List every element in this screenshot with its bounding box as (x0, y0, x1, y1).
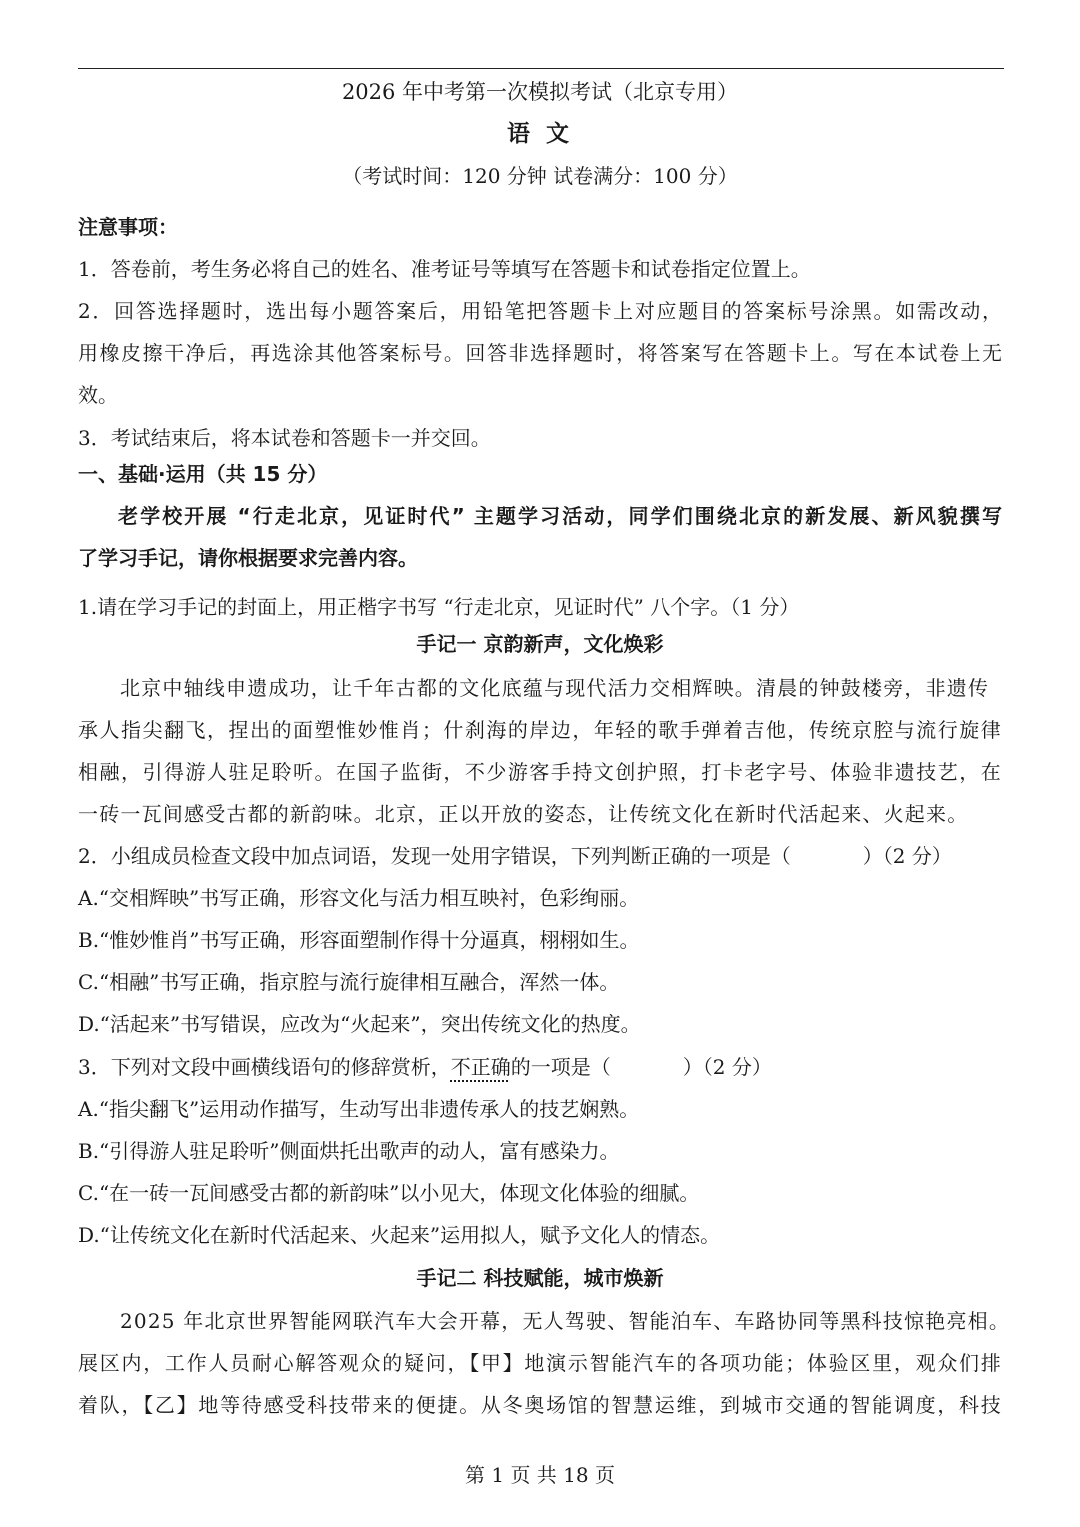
question-3-option-c: C.“在一砖一瓦间感受古都的新韵味”以小见大，体现文化体验的细腻。 (78, 1181, 700, 1205)
exam-info: （考试时间：120 分钟 试卷满分：100 分） (342, 164, 738, 188)
top-rule (78, 68, 1004, 69)
question-2-option-d: D.“活起来”书写错误，应改为“火起来”，突出传统文化的热度。 (78, 1012, 641, 1036)
section-1-heading: 一、基础·运用（共 15 分） (78, 462, 328, 486)
page-footer: 第 1 页 共 18 页 (465, 1463, 615, 1487)
question-3-option-d: D.“让传统文化在新时代活起来、火起来”运用拟人，赋予文化人的情态。 (78, 1223, 721, 1247)
notice-item-2-line-1: 2．回答选择题时，选出每小题答案后，用铅笔把答题卡上对应题目的答案标号涂黑。如需改动， (78, 299, 1002, 323)
question-2-option-a: A.“交相辉映”书写正确，形容文化与活力相互映衬，色彩绚丽。 (78, 886, 640, 910)
note-1-title: 手记一 京韵新声，文化焕彩 (416, 632, 664, 656)
question-2-stem (78, 842, 952, 870)
section-1-intro-line-1: 老学校开展 “行走北京，见证时代” 主题学习活动，同学们围绕北京的新发展、新风貌撰写 (118, 504, 1002, 528)
note-2-title: 手记二 科技赋能，城市焕新 (416, 1266, 664, 1290)
note-1-line-4: 一砖一瓦间感受古都的新韵味。北京，正以开放的姿态，让传统文化在新时代活起来、火起来。 (78, 802, 969, 826)
question-3-stem-text-2: 的一项是（ (510, 1055, 611, 1079)
question-1: 1.请在学习手记的封面上，用正楷字书写 “行走北京，见证时代” 八个字。（1 分） (78, 595, 800, 619)
note-2-line-2: 展区内，工作人员耐心解答观众的疑问，【甲】地演示智能汽车的各项功能；体验区里，观众们排 (78, 1351, 1002, 1375)
question-3-stem-text: 3．下列对文段中画横线语句的修辞赏析， (78, 1055, 451, 1079)
subject-title: 语 文 (506, 121, 573, 147)
note-2-line-3: 着队，【乙】地等待感受科技带来的便捷。从冬奥场馆的智慧运维，到城市交通的智能调度，科技 (78, 1393, 1002, 1417)
question-2-score: ）（2 分） (862, 844, 952, 868)
notice-item-2-line-3: 效。 (78, 383, 118, 407)
notice-item-3: 3．考试结束后，将本试卷和答题卡一并交回。 (78, 426, 491, 450)
note-1-line-2: 承人指尖翻飞，捏出的面塑惟妙惟肖；什刹海的岸边，年轻的歌手弹着吉他，传统京腔与流行旋律 (78, 718, 1002, 742)
question-2-option-c: C.“相融”书写正确，指京腔与流行旋律相互融合，浑然一体。 (78, 970, 620, 994)
question-3-stem (78, 1053, 772, 1081)
exam-title: 2026 年中考第一次模拟考试（北京专用） (341, 80, 739, 104)
note-1-line-1: 北京中轴线申遗成功，让千年古都的文化底蕴与现代活力交相辉映。清晨的钟鼓楼旁，非遗传 (120, 676, 990, 700)
section-1-intro-line-2: 了学习手记，请你根据要求完善内容。 (78, 546, 418, 570)
emphasized-not-correct: 不正确 (450, 1055, 511, 1079)
notice-item-2-line-2: 用橡皮擦干净后，再选涂其他答案标号。回答非选择题时，将答案写在答题卡上。写在本试卷上无 (78, 341, 1002, 365)
note-1-line-3: 相融，引得游人驻足聆听。在国子监街，不少游客手持文创护照，打卡老字号、体验非遗技艺，在 (78, 760, 1002, 784)
notice-item-1: 1．答卷前，考生务必将自己的姓名、准考证号等填写在答题卡和试卷指定位置上。 (78, 257, 811, 281)
question-3-option-b: B.“引得游人驻足聆听”侧面烘托出歌声的动人，富有感染力。 (78, 1139, 620, 1163)
question-3-option-a: A.“指尖翻飞”运用动作描写，生动写出非遗传承人的技艺娴熟。 (78, 1097, 640, 1121)
note-2-line-1: 2025 年北京世界智能网联汽车大会开幕，无人驾驶、智能泊车、车路协同等黑科技惊艳亮相。 (120, 1309, 1011, 1333)
notice-heading: 注意事项： (78, 215, 178, 239)
question-2-option-b: B.“惟妙惟肖”书写正确，形容面塑制作得十分逼真，栩栩如生。 (78, 928, 640, 952)
question-3-score: ）（2 分） (682, 1055, 772, 1079)
question-2-stem-text: 2．小组成员检查文段中加点词语，发现一处用字错误，下列判断正确的一项是（ (78, 844, 791, 868)
